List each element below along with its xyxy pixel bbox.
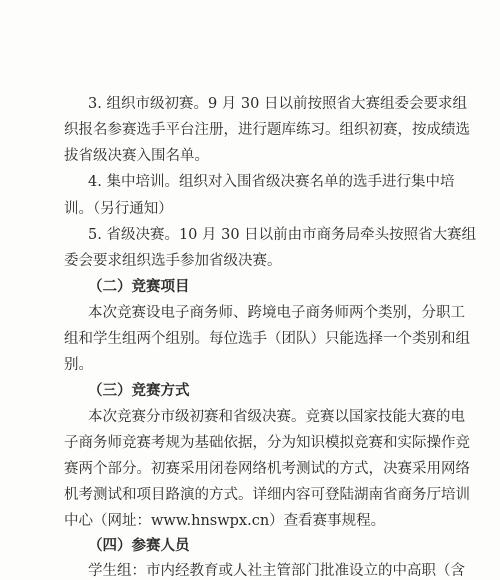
text-line: 赛两个部分。初赛采用闭卷网络机考测试的方式，决赛采用网络 xyxy=(64,461,470,477)
text-line: 训。（另行通知） xyxy=(64,201,173,217)
text-line: 委会要求组织选手参加省级决赛。 xyxy=(64,253,282,269)
text-line: 本次竞赛分市级初赛和省级决赛。竞赛以国家技能大赛的电 xyxy=(88,409,465,425)
text-line: 拔省级决赛入围名单。 xyxy=(64,148,209,164)
section-heading: （四）参赛人员 xyxy=(88,537,190,554)
text-line: 子商务师竞赛考规为基础依据，分为知识模拟竞赛和实际操作竞 xyxy=(64,435,470,451)
text-line: 3. 组织市级初赛。9 月 30 日以前按照省大赛组委会要求组 xyxy=(88,96,467,112)
text-line: 织报名参赛选手平台注册，进行题库练习。组织初赛，按成绩选 xyxy=(64,122,470,138)
text-line: 中心（网址：www.hnswpx.cn）查看赛事规程。 xyxy=(64,513,386,529)
text-line: 机考测试和项目路演的方式。详细内容可登陆湖南省商务厅培训 xyxy=(64,487,470,503)
text-line: 别。 xyxy=(64,357,93,373)
text-line: 4. 集中培训。组织对入围省级决赛名单的选手进行集中培 xyxy=(88,174,455,190)
text-line: 组和学生组两个组别。每位选手（团队）只能选择一个类别和组 xyxy=(64,331,470,347)
text-line: 学生组：市内经教育或人社主管部门批准设立的中高职（含 xyxy=(88,563,465,579)
section-heading: （三）竞赛方式 xyxy=(88,382,190,399)
text-line: 本次竞赛设电子商务师、跨境电子商务师两个类别，分职工 xyxy=(88,305,465,321)
section-heading: （二）竞赛项目 xyxy=(88,278,190,295)
text-line: 5. 省级决赛。10 月 30 日以前由市商务局牵头按照省大赛组 xyxy=(88,227,477,243)
